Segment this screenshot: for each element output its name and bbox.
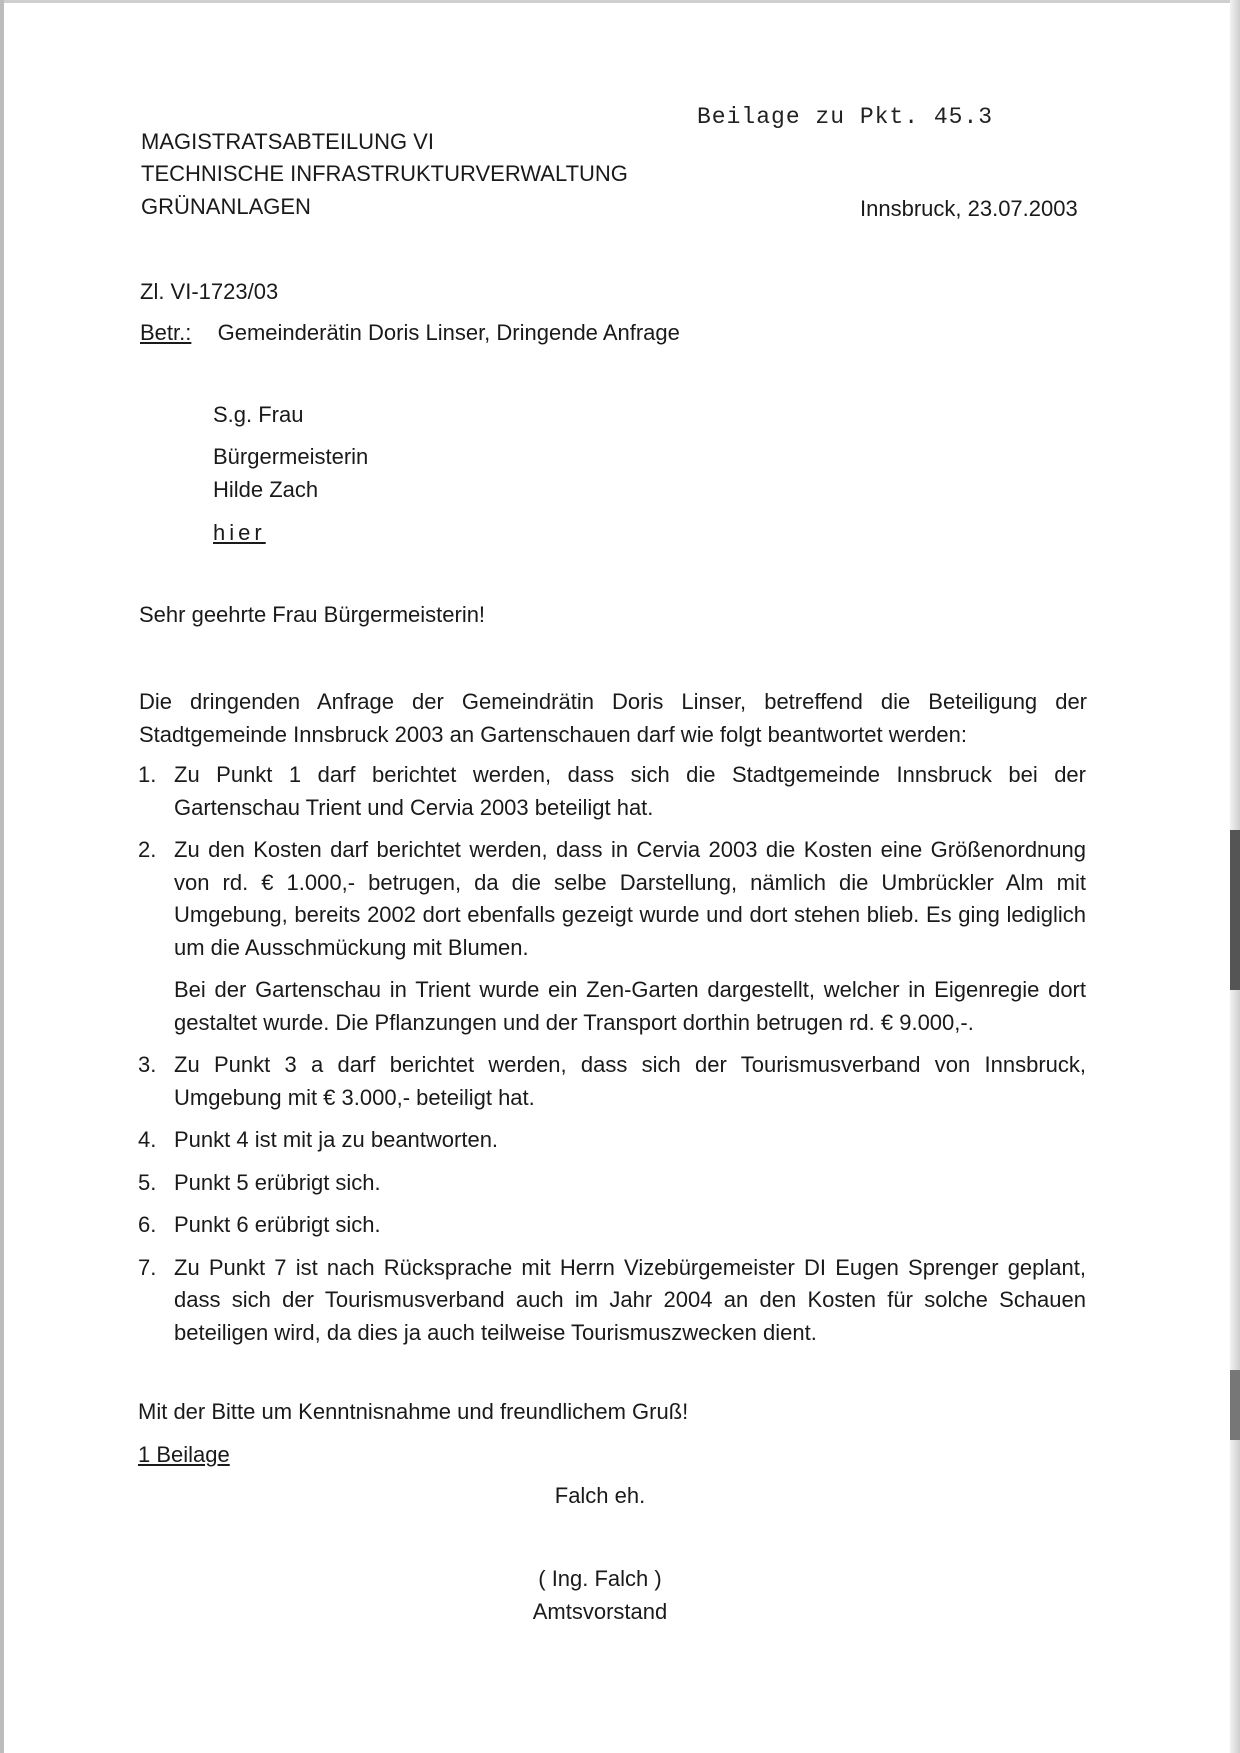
- attachment-note: 1 Beilage: [138, 1442, 230, 1467]
- list-item: [138, 1167, 1086, 1200]
- item-number: 6.: [138, 1212, 157, 1237]
- list-item: [138, 1252, 1086, 1350]
- recipient-line-4: hier: [213, 520, 266, 545]
- item-number: 5.: [138, 1169, 157, 1195]
- subject-line: [140, 320, 680, 346]
- subject-label: Betr.:: [140, 320, 192, 345]
- item-text: Zu Punkt 3 a darf berichtet werden, dass sich der Tourismusverband von Innsbruck, Umgebung mit € 3.000,- beteiligt hat.: [174, 1052, 1086, 1110]
- header-division: TECHNISCHE INFRASTRUKTURVERWALTUNG: [141, 161, 628, 186]
- intro-paragraph: Die dringenden Anfrage der Gemeindrätin Doris Linser, betreffend die Beteiligung der Stadtgemeinde Innsbruck 2003 an Gartenschauen darf wie folgt beantwortet werden:: [139, 689, 1087, 747]
- recipient-line-1: S.g. Frau: [213, 402, 304, 427]
- item-subparagraph: Bei der Gartenschau in Trient wurde ein Zen-Garten dargestellt, welcher in Eigenregie dort gestaltet wurde. Die Pflanzungen und der Transport dorthin betrugen rd. € 9.000,-.: [174, 977, 1086, 1035]
- scan-edge-top: [0, 0, 1240, 3]
- attachment-stamp: Beilage zu Pkt. 45.3: [697, 104, 994, 130]
- recipient-line-2: Bürgermeisterin: [213, 444, 369, 469]
- list-item: [138, 759, 1086, 824]
- item-text: Zu Punkt 1 darf berichtet werden, dass sich die Stadtgemeinde Innsbruck bei der Gartenschau Trient und Cervia 2003 beteiligt hat.: [174, 762, 1086, 820]
- subject-text: Gemeinderätin Doris Linser, Dringende Anfrage: [217, 320, 680, 345]
- item-number: 3.: [138, 1052, 157, 1077]
- list-item: [138, 834, 1086, 1039]
- item-number: 7.: [138, 1254, 157, 1280]
- closing-line: Mit der Bitte um Kenntnisnahme und freundlichem Gruß!: [138, 1399, 689, 1424]
- place-date: Innsbruck, 23.07.2003: [860, 196, 1078, 221]
- list-item: [138, 1124, 1086, 1157]
- header-department: MAGISTRATSABTEILUNG VI: [141, 129, 434, 154]
- list-item: [138, 1209, 1086, 1242]
- item-number: 4.: [138, 1127, 157, 1152]
- signature-signed: Falch eh.: [554, 1483, 646, 1508]
- item-text: Zu den Kosten darf berichtet werden, dass in Cervia 2003 die Kosten eine Größenordnung von rd. € 1.000,- betrugen, da die selbe Darstellung, nämlich die Umbrückler Alm mit Umgebung, bereits 2002 dort ebenfalls gezeigt wurde und dort stehen blieb. Es ging lediglich um die Ausschmückung mit Blumen.: [174, 837, 1086, 960]
- reference-number: Zl. VI-1723/03: [140, 279, 279, 304]
- item-number: 1.: [138, 762, 157, 787]
- scan-mark: [1230, 830, 1240, 990]
- signature-name: ( Ing. Falch ): [538, 1566, 662, 1591]
- item-number: 2.: [138, 837, 157, 862]
- header-section: GRÜNANLAGEN: [141, 194, 311, 219]
- list-item: [138, 1049, 1086, 1114]
- item-text: Punkt 6 erübrigt sich.: [174, 1212, 381, 1237]
- scan-mark: [1230, 1370, 1240, 1440]
- salutation: Sehr geehrte Frau Bürgermeisterin!: [139, 602, 486, 627]
- recipient-line-3: Hilde Zach: [213, 477, 319, 502]
- signature-title: Amtsvorstand: [532, 1599, 668, 1624]
- item-text: Zu Punkt 7 ist nach Rücksprache mit Herrn Vizebürgemeister DI Eugen Sprenger geplant, dass sich der Tourismusverband auch im Jahr 2004 an den Kosten für solche Schauen beteiligen wird, da dies ja auch teilweise Tourismuszwecken dient.: [174, 1254, 1086, 1345]
- answer-list: [138, 759, 1086, 1349]
- item-text: Punkt 5 erübrigt sich.: [174, 1169, 381, 1195]
- item-text: Punkt 4 ist mit ja zu beantworten.: [174, 1127, 499, 1152]
